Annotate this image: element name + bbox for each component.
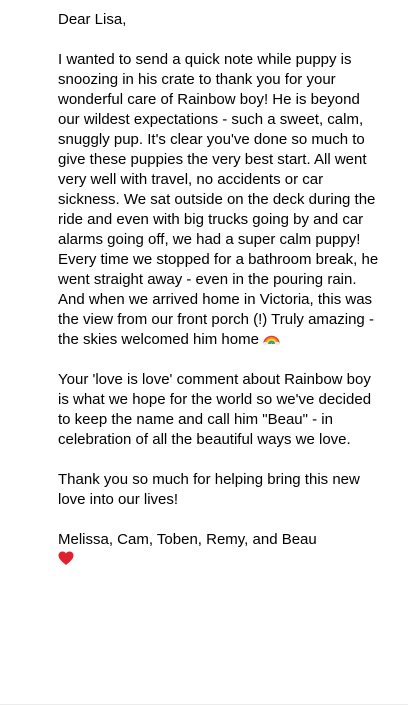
letter-body — [58, 10, 380, 570]
paragraph-text: I wanted to send a quick note while puppy is snoozing in his crate to thank you for your wonderful care of Rainbow boy! He is beyond our wildest expectations - such a sweet, calm, snuggly pup. It's clear you've done so much to give these puppies the very best start. All went very well with travel, no accidents or car sickness. We sat outside on the deck during the ride and even with big trucks going by and car alarms going off, we had a super calm puppy! Every time we stopped for a bathroom break, he went straight away - even in the pouring rain. And when we arrived home in Victoria, this was the view from our front porch (!) Truly amazing - the skies welcomed him home — [58, 51, 379, 348]
heart-icon — [58, 551, 74, 566]
signature-names: Melissa, Cam, Toben, Remy, and Beau — [58, 531, 317, 548]
letter-greeting: Dear Lisa, — [58, 11, 127, 28]
rainbow-icon — [263, 331, 280, 345]
letter-signature — [58, 530, 380, 570]
letter-paragraph-closing: Thank you so much for helping bring this new love into our lives! — [58, 471, 360, 508]
letter-paragraph-name: Your 'love is love' comment about Rainbow boy is what we hope for the world so we've decided to keep the name and call him "Beau" - in celebration of all the beautiful ways we love. — [58, 371, 372, 448]
letter-paragraph-thanks — [58, 50, 380, 350]
